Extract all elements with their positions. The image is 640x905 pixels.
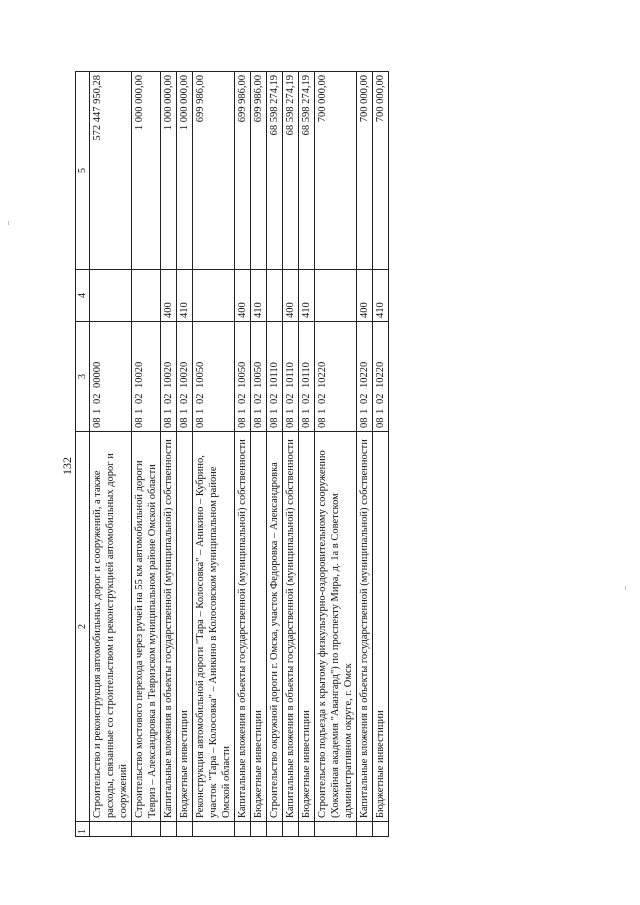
code-part: 08	[317, 417, 328, 428]
code-part: 10220	[359, 361, 370, 388]
code-part: 1	[134, 408, 145, 414]
row-name-cell: Строительство и реконструкция автомобильных дорог и сооружений, а также расходы, связанные со строительством и реконструкцией автомобильных дорог и сооружений	[90, 432, 132, 822]
code-part: 1	[195, 408, 206, 414]
code-part: 02	[285, 393, 296, 404]
code-part: 08	[269, 417, 280, 428]
row-amount-cell: 1 000 000,00	[177, 72, 193, 270]
row-amount-cell: 699 986,00	[193, 72, 235, 270]
code-part: 02	[163, 393, 174, 404]
row-code-cell	[177, 322, 193, 432]
header-row	[76, 72, 90, 837]
table-row	[177, 72, 193, 837]
row-amount-cell: 699 986,00	[251, 72, 267, 270]
row-index-cell	[373, 822, 389, 837]
row-index-cell	[315, 822, 357, 837]
code-part: 1	[359, 408, 370, 414]
row-code-cell	[235, 322, 251, 432]
code-part: 02	[269, 393, 280, 404]
row-vr-cell: 400	[283, 270, 299, 322]
table-row	[357, 72, 373, 837]
row-amount-cell: 1 000 000,00	[132, 72, 161, 270]
row-code-cell	[315, 322, 357, 432]
row-amount-cell: 1 000 000,00	[161, 72, 177, 270]
code-part: 02	[92, 393, 103, 404]
table-row	[235, 72, 251, 837]
row-index-cell	[177, 822, 193, 837]
code-part: 10020	[163, 361, 174, 388]
code-part: 1	[375, 408, 386, 414]
row-amount-cell: 700 000,00	[315, 72, 357, 270]
table-row	[132, 72, 161, 837]
row-index-cell	[357, 822, 373, 837]
table-row	[193, 72, 235, 837]
row-vr-cell: 400	[357, 270, 373, 322]
code-part: 10220	[317, 361, 328, 388]
code-part: 1	[92, 408, 103, 414]
row-vr-cell	[315, 270, 357, 322]
code-part: 10110	[269, 362, 280, 388]
code-part: 08	[195, 417, 206, 428]
table-row	[267, 72, 283, 837]
code-part: 1	[317, 408, 328, 414]
code-part: 1	[285, 408, 296, 414]
row-name-cell: Бюджетные инвестиции	[373, 432, 389, 822]
code-part: 02	[375, 393, 386, 404]
row-vr-cell	[267, 270, 283, 322]
row-amount-cell: 699 986,00	[235, 72, 251, 270]
row-index-cell	[193, 822, 235, 837]
row-index-cell	[161, 822, 177, 837]
row-code-cell	[193, 322, 235, 432]
row-name-cell: Реконструкция автомобильной дороги "Тара – Колосовка" – Аникино – Кубрино, участок "Тара – Колосовка" – Аникино в Колосовском муниципальном районе Омской области	[193, 432, 235, 822]
row-vr-cell: 400	[235, 270, 251, 322]
row-vr-cell	[132, 270, 161, 322]
code-part: 08	[285, 417, 296, 428]
code-part: 08	[301, 417, 312, 428]
code-part: 02	[195, 393, 206, 404]
code-part: 00000	[92, 361, 103, 388]
header-col-3: 3	[76, 322, 90, 432]
row-vr-cell: 410	[373, 270, 389, 322]
row-index-cell	[267, 822, 283, 837]
row-code-cell	[373, 322, 389, 432]
code-part: 10050	[195, 361, 206, 388]
code-part: 10050	[237, 361, 248, 388]
code-part: 1	[237, 408, 248, 414]
row-name-cell: Строительство подъезда к крытому физкультурно-оздоровительному сооружению (Хоккейная академия "Авангард") по проспекту Мира, д. 1а в Советском административном округе, г. Омск	[315, 432, 357, 822]
row-index-cell	[235, 822, 251, 837]
table-row	[251, 72, 267, 837]
row-vr-cell: 400	[161, 270, 177, 322]
code-part: 08	[92, 417, 103, 428]
code-part: 02	[253, 393, 264, 404]
header-col-5: 5	[76, 72, 90, 270]
row-amount-cell: 700 000,00	[373, 72, 389, 270]
table-row	[90, 72, 132, 837]
row-amount-cell: 68 598 274,19	[283, 72, 299, 270]
page-number: 132	[60, 457, 74, 475]
row-index-cell	[90, 822, 132, 837]
row-code-cell	[161, 322, 177, 432]
row-vr-cell	[90, 270, 132, 322]
scan-speck	[625, 586, 626, 590]
row-name-cell: Строительство окружной дороги г. Омска, участок Федоровка – Александровка	[267, 432, 283, 822]
row-code-cell	[251, 322, 267, 432]
code-part: 08	[163, 417, 174, 428]
row-vr-cell: 410	[177, 270, 193, 322]
code-part: 02	[317, 393, 328, 404]
code-part: 02	[179, 393, 190, 404]
row-amount-cell: 700 000,00	[357, 72, 373, 270]
scan-speck	[8, 221, 9, 225]
code-part: 1	[253, 408, 264, 414]
row-vr-cell: 410	[251, 270, 267, 322]
code-part: 02	[134, 393, 145, 404]
code-part: 1	[163, 408, 174, 414]
code-part: 10220	[375, 361, 386, 388]
code-part: 08	[375, 417, 386, 428]
code-part: 10110	[285, 362, 296, 388]
header-col-2: 2	[76, 432, 90, 822]
row-amount-cell: 68 598 274,19	[299, 72, 315, 270]
row-name-cell: Капитальные вложения в объекты государственной (муниципальной) собственности	[235, 432, 251, 822]
table-row	[373, 72, 389, 837]
row-name-cell: Бюджетные инвестиции	[177, 432, 193, 822]
code-part: 02	[237, 393, 248, 404]
row-index-cell	[283, 822, 299, 837]
code-part: 02	[359, 393, 370, 404]
row-index-cell	[299, 822, 315, 837]
row-code-cell	[267, 322, 283, 432]
row-name-cell: Капитальные вложения в объекты государственной (муниципальной) собственности	[283, 432, 299, 822]
row-code-cell	[132, 322, 161, 432]
row-name-cell: Капитальные вложения в объекты государственной (муниципальной) собственности	[357, 432, 373, 822]
code-part: 10020	[134, 361, 145, 388]
row-vr-cell: 410	[299, 270, 315, 322]
table-row	[315, 72, 357, 837]
header-col-1: 1	[76, 822, 90, 837]
header-col-4: 4	[76, 270, 90, 322]
row-code-cell	[90, 322, 132, 432]
row-code-cell	[357, 322, 373, 432]
code-part: 1	[269, 408, 280, 414]
code-part: 1	[301, 408, 312, 414]
code-part: 08	[253, 417, 264, 428]
budget-table	[75, 71, 389, 837]
row-vr-cell	[193, 270, 235, 322]
table-row	[161, 72, 177, 837]
row-index-cell	[132, 822, 161, 837]
code-part: 08	[179, 417, 190, 428]
row-code-cell	[283, 322, 299, 432]
table-row	[299, 72, 315, 837]
row-name-cell: Бюджетные инвестиции	[299, 432, 315, 822]
row-index-cell	[251, 822, 267, 837]
table-row	[283, 72, 299, 837]
code-part: 1	[179, 408, 190, 414]
row-name-cell: Капитальные вложения в объекты государственной (муниципальной) собственности	[161, 432, 177, 822]
row-amount-cell: 572 447 950,28	[90, 72, 132, 270]
code-part: 10020	[179, 361, 190, 388]
row-name-cell: Строительство мостового перехода через ручей на 55 км автомобильной дороги Тевриз – Александровка в Тевризском муниципальном районе Омской области	[132, 432, 161, 822]
code-part: 02	[301, 393, 312, 404]
row-name-cell: Бюджетные инвестиции	[251, 432, 267, 822]
code-part: 08	[359, 417, 370, 428]
code-part: 10110	[301, 362, 312, 388]
row-amount-cell: 68 598 274,19	[267, 72, 283, 270]
code-part: 08	[237, 417, 248, 428]
row-code-cell	[299, 322, 315, 432]
code-part: 08	[134, 417, 145, 428]
code-part: 10050	[253, 361, 264, 388]
